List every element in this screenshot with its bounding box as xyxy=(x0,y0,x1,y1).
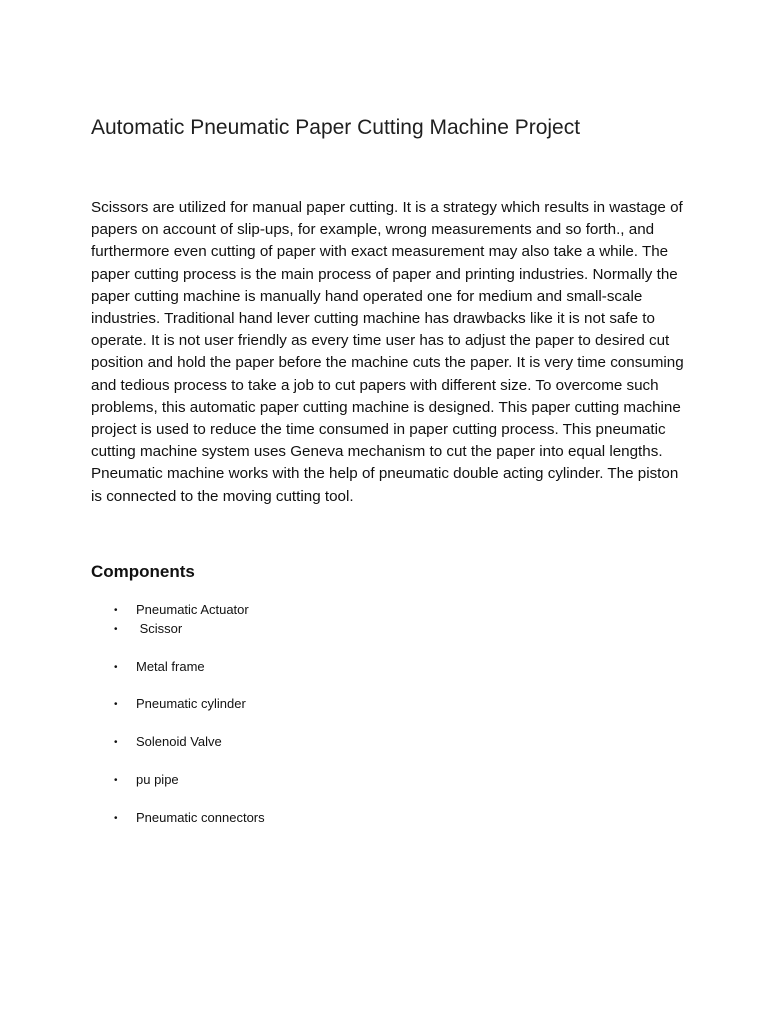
component-label: pu pipe xyxy=(136,772,179,787)
bullet-icon: • xyxy=(114,699,118,710)
components-heading: Components xyxy=(91,562,195,581)
list-item xyxy=(114,695,246,714)
bullet-icon: • xyxy=(114,624,118,635)
bullet-icon: • xyxy=(114,662,118,673)
document-title: Automatic Pneumatic Paper Cutting Machine Project xyxy=(91,116,581,139)
component-label: Metal frame xyxy=(136,659,205,674)
list-item xyxy=(114,733,222,752)
list-item xyxy=(114,809,265,828)
component-label: Pneumatic Actuator xyxy=(136,602,249,617)
list-item xyxy=(114,620,182,639)
bullet-icon: • xyxy=(114,775,118,786)
component-label: Pneumatic connectors xyxy=(136,810,265,825)
list-item xyxy=(114,601,249,620)
component-label: Scissor xyxy=(136,621,183,636)
component-label: Solenoid Valve xyxy=(136,734,222,749)
bullet-icon: • xyxy=(114,737,118,748)
component-label: Pneumatic cylinder xyxy=(136,696,246,711)
body-paragraph: Scissors are utilized for manual paper cutting. It is a strategy which results in wastage of papers on account of slip-ups, for example, wrong measurements and so forth., and furthermore even cutting of paper with exact measurement may also take a while. The paper cutting process is the main process of paper and printing industries. Normally the paper cutting machine is manually hand operated one for medium and small-scale industries. Traditional hand lever cutting machine has drawbacks like it is not safe to operate. It is not user friendly as every time user has to adjust the paper to desired cut position and hold the paper before the machine cuts the paper. It is very time consuming and tedious process to take a job to cut papers with different size. To overcome such problems, this automatic paper cutting machine is designed. This paper cutting machine project is used to reduce the time consumed in paper cutting process. This pneumatic cutting machine system uses Geneva mechanism to cut the paper into equal lengths. Pneumatic machine works with the help of pneumatic double acting cylinder. The piston is connected to the moving cutting tool. xyxy=(91,199,684,505)
bullet-icon: • xyxy=(114,813,118,824)
list-item xyxy=(114,771,179,790)
list-item xyxy=(114,658,205,677)
bullet-icon: • xyxy=(114,605,118,616)
